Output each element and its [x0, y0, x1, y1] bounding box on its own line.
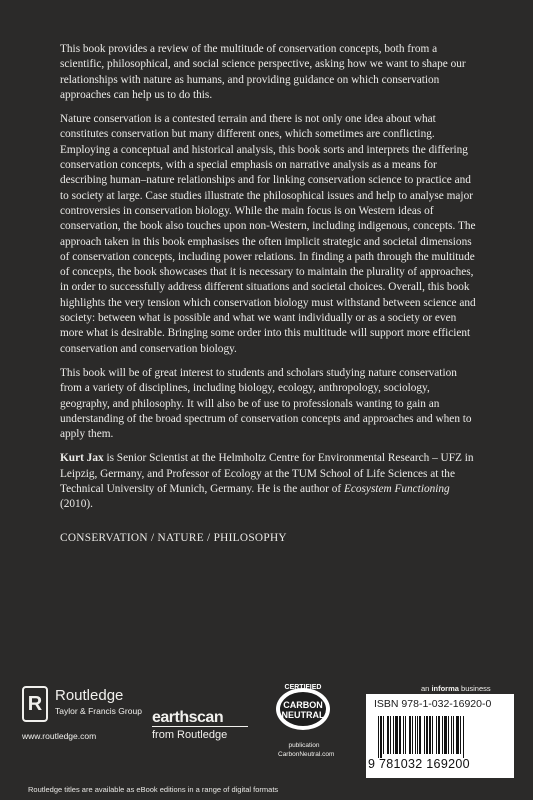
barcode-bar: [378, 716, 379, 758]
blurb-paragraph-1: This book provides a review of the multitude of conservation concepts, both from a scientific, philosophical, and social science perspective, asking how we want to shape our relationships with nature as humans, and providing guidance on which conservation approaches can help us to do this.: [60, 43, 466, 101]
carbon-line2: NEUTRAL: [281, 710, 325, 720]
barcode-bar: [405, 716, 406, 754]
author-book-year: (2010).: [60, 498, 93, 511]
informa-suffix: business: [458, 684, 491, 693]
barcode-bar: [456, 716, 459, 754]
barcode-bar: [417, 716, 418, 754]
earthscan-logo: [152, 710, 248, 741]
barcode-bar: [393, 716, 394, 754]
barcode-bar: [436, 716, 437, 754]
publisher-name: Routledge: [55, 687, 124, 704]
ebook-availability-note: Routledge titles are available as eBook editions in a range of digital formats: [28, 785, 279, 794]
barcode-bar: [442, 716, 443, 754]
barcode-bar: [415, 716, 416, 754]
informa-prefix: an: [421, 684, 432, 693]
carbon-neutral-badge-icon: [273, 677, 333, 737]
barcode-bar: [395, 716, 398, 754]
publisher-group: Taylor & Francis Group: [55, 706, 142, 716]
imprint-from: from Routledge: [152, 729, 228, 741]
barcode-bar: [429, 716, 431, 754]
informa-business-label: [421, 684, 491, 693]
barcode-bar: [463, 716, 464, 758]
author-bio: [60, 451, 480, 512]
author-bio-text: is Senior Scientist at the Helmholtz Centre for Environmental Research – UFZ in Leipzig, Germany, and Professor of Ecology at the TUM School of Life Sciences at the Technical University of Munich, Germany. He is the author of: [60, 452, 474, 496]
isbn-label: ISBN 978-1-032-16920-0: [374, 698, 492, 710]
author-book-title: Ecosystem Functioning: [343, 483, 450, 496]
carbon-neutral-caption: [278, 741, 335, 759]
barcode-bar: [399, 716, 401, 754]
back-cover-text: [60, 42, 480, 522]
barcode-bar: [453, 716, 454, 754]
barcode-bar: [409, 716, 411, 754]
subject-categories: CONSERVATION / NATURE / PHILOSOPHY: [60, 532, 287, 544]
informa-brand: informa: [431, 684, 459, 693]
carbon-url: CarbonNeutral.com: [278, 751, 335, 758]
blurb-paragraph-3: This book will be of great interest to students and scholars studying nature conservation from a variety of disciplines, including biology, ecology, anthropology, sociology, geography, and philosophy. It will also be of use to professionals wanting to gain an understanding of the broad spectrum of conservation concepts and approaches and when to apply them.: [60, 366, 472, 441]
routledge-mark-icon: R: [22, 686, 48, 722]
carbon-certified-label: CERTIFIED: [284, 684, 322, 691]
barcode-bar: [438, 716, 440, 754]
carbon-publication: publication: [288, 742, 320, 749]
barcode-bar: [460, 716, 461, 754]
barcode-bars: [372, 716, 508, 758]
publisher-url: www.routledge.com: [22, 731, 97, 741]
author-name: Kurt Jax: [60, 452, 104, 465]
barcode-bar: [432, 716, 433, 754]
barcode-bar: [451, 716, 452, 754]
barcode-bar: [448, 716, 449, 754]
barcode-bar: [383, 716, 384, 754]
barcode-bar: [424, 716, 425, 754]
barcode-bar: [419, 716, 421, 754]
isbn-digits: 9 781032 169200: [368, 757, 470, 771]
isbn-barcode: [366, 694, 514, 778]
barcode-bar: [426, 716, 428, 754]
barcode-bar: [380, 716, 382, 758]
barcode-bar: [390, 716, 391, 754]
imprint-name: earthscan: [152, 710, 248, 727]
routledge-logo: [22, 686, 162, 746]
barcode-bar: [403, 716, 404, 754]
barcode-bar: [444, 716, 447, 754]
carbon-line1: CARBON: [283, 700, 323, 710]
barcode-bar: [412, 716, 413, 754]
barcode-bar: [387, 716, 389, 754]
blurb-paragraph-2: Nature conservation is a contested terrain and there is not only one idea about what constitutes conservation but many different ones, which sometimes are conflicting. Employing a conceptual and historical analysis, this book sorts and interprets the differing conservation concepts, with a special emphasis on narrative analysis as a means for describing human–nature relationships and for linking conservation science to practice and to society at large. Case studies illustrate the philosophical issues and help to analyse major controversies in conservation biology. While the main focus is on Western ideas of conservation, the book also touches upon non-Western, including indigenous, concepts. The approach taken in this book emphasises the often implicit strategic and societal dimensions of conservation concepts, including power relations. In finding a path through the multitude of concepts, the book showcases that it is necessary to maintain the plurality of approaches, in order to successfully address different situations and societal choices. Overall, this book highlights the very tension which conservation biology must withstand between science and society: between what is possible and what we want individually or as a society or even more what is desirable. Bringing some order into this multitude will support more efficient conservation and conservation biology.: [60, 113, 476, 355]
